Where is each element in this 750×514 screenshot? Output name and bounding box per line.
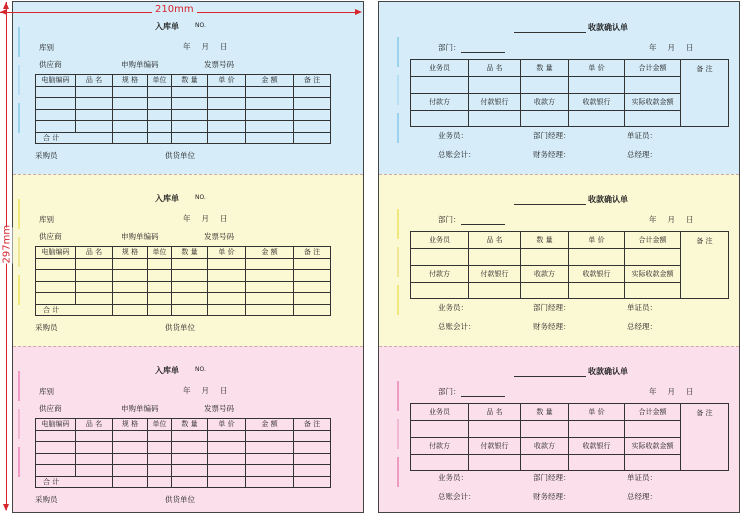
- width-dimension-label: 210mm: [152, 4, 197, 15]
- table-header-row: 业务员 品 名 数 量 单 价 合计金额 备 注: [411, 60, 729, 77]
- apply-code-label: 申购单编码: [121, 232, 159, 241]
- inbound-copy-3: [13, 346, 363, 513]
- side-print-strip: [395, 37, 401, 157]
- receipt-title: 收款确认单: [514, 366, 628, 377]
- inbound-table: [35, 246, 331, 316]
- sig-finance-manager: 财务经理：: [533, 150, 571, 159]
- provider-label: 供货单位: [165, 323, 195, 332]
- table-header-row: 业务员 品 名 数 量 单 价 合计金额 备 注: [411, 404, 729, 421]
- sig-general-manager: 总经理：: [627, 322, 657, 331]
- inbound-no-label: NO.: [195, 366, 206, 373]
- invoice-label: 发票号码: [204, 60, 234, 69]
- receipt-table: [410, 59, 729, 127]
- table-header-row: 电脑编码 品 名 规 格 单位 数 量 单 价 金 额 备 注: [36, 247, 331, 259]
- warehouse-label: 库别: [39, 43, 54, 52]
- table-row[interactable]: [36, 453, 331, 465]
- warehouse-label: 库别: [39, 215, 54, 224]
- receipt-copy-3: [379, 346, 739, 513]
- height-dimension: [1, 2, 13, 512]
- dept-field: 部门：: [438, 42, 505, 53]
- width-dimension: [0, 4, 362, 20]
- receipt-sheet: [378, 1, 740, 513]
- table-row[interactable]: [36, 121, 331, 133]
- warehouse-label: 库别: [39, 387, 54, 396]
- side-print-strip: [16, 371, 22, 491]
- date-fields: 年 月 日: [183, 214, 230, 223]
- sig-general-manager: 总经理：: [627, 492, 657, 501]
- sig-general-accountant: 总账会计：: [438, 492, 476, 501]
- inbound-title: 入库单: [155, 22, 179, 31]
- side-print-strip: [16, 199, 22, 319]
- table-header-row: 电脑编码 品 名 规 格 单位 数 量 单 价 金 额 备 注: [36, 75, 331, 87]
- sig-general-accountant: 总账会计：: [438, 322, 476, 331]
- date-fields: 年 月 日: [183, 42, 230, 51]
- height-dimension-label: 297mm: [1, 224, 13, 264]
- table-header-row: 电脑编码 品 名 规 格 单位 数 量 单 价 金 额 备 注: [36, 419, 331, 431]
- table-header-row: 付款方 付款银行 收款方 收款银行 实际收款金额: [411, 266, 729, 283]
- date-fields: 年 月 日: [183, 386, 230, 395]
- table-row[interactable]: [36, 465, 331, 477]
- supplier-label: 供应商: [39, 404, 62, 413]
- apply-code-label: 申购单编码: [121, 60, 159, 69]
- total-row: 合 计: [36, 132, 331, 144]
- receipt-title: 收款确认单: [514, 22, 628, 33]
- total-row: 合 计: [36, 304, 331, 316]
- table-row[interactable]: [36, 281, 331, 293]
- inbound-sheet: [12, 1, 364, 513]
- sig-dept-manager: 部门经理：: [533, 303, 571, 312]
- sig-document-clerk: 单证员：: [627, 303, 657, 312]
- supplier-label: 供应商: [39, 60, 62, 69]
- table-header-row: 业务员 品 名 数 量 单 价 合计金额 备 注: [411, 232, 729, 249]
- inbound-no-label: NO.: [195, 22, 206, 29]
- sig-salesperson: 业务员：: [438, 473, 468, 482]
- receipt-copy-1: [379, 2, 739, 174]
- date-fields: 年 月 日: [649, 43, 696, 52]
- inbound-copy-1: [13, 2, 363, 174]
- table-row[interactable]: [36, 109, 331, 121]
- provider-label: 供货单位: [165, 495, 195, 504]
- buyer-label: 采购员: [35, 151, 58, 160]
- table-row[interactable]: [36, 430, 331, 442]
- table-row[interactable]: [36, 270, 331, 282]
- sig-document-clerk: 单证员：: [627, 131, 657, 140]
- dept-field: 部门：: [438, 386, 505, 397]
- inbound-table: [35, 74, 331, 144]
- table-row[interactable]: [36, 86, 331, 98]
- sig-document-clerk: 单证员：: [627, 473, 657, 482]
- sig-finance-manager: 财务经理：: [533, 492, 571, 501]
- side-print-strip: [395, 381, 401, 501]
- sig-dept-manager: 部门经理：: [533, 131, 571, 140]
- dept-field: 部门：: [438, 214, 505, 225]
- buyer-label: 采购员: [35, 323, 58, 332]
- inbound-title: 入库单: [155, 366, 179, 375]
- date-fields: 年 月 日: [649, 387, 696, 396]
- total-row: 合 计: [36, 476, 331, 488]
- sig-general-manager: 总经理：: [627, 150, 657, 159]
- table-header-row: 付款方 付款银行 收款方 收款银行 实际收款金额: [411, 438, 729, 455]
- sig-salesperson: 业务员：: [438, 131, 468, 140]
- receipt-title: 收款确认单: [514, 194, 628, 205]
- supplier-label: 供应商: [39, 232, 62, 241]
- table-row[interactable]: [36, 98, 331, 110]
- receipt-copy-2: [379, 174, 739, 346]
- table-row[interactable]: [36, 293, 331, 305]
- inbound-copy-2: [13, 174, 363, 346]
- invoice-label: 发票号码: [204, 232, 234, 241]
- table-header-row: 付款方 付款银行 收款方 收款银行 实际收款金额: [411, 94, 729, 111]
- receipt-table: [410, 231, 729, 299]
- receipt-table: [410, 403, 729, 471]
- table-row[interactable]: [36, 442, 331, 454]
- sig-finance-manager: 财务经理：: [533, 322, 571, 331]
- provider-label: 供货单位: [165, 151, 195, 160]
- side-print-strip: [16, 27, 22, 147]
- invoice-label: 发票号码: [204, 404, 234, 413]
- inbound-title: 入库单: [155, 194, 179, 203]
- table-row[interactable]: [36, 258, 331, 270]
- inbound-table: [35, 418, 331, 488]
- sig-dept-manager: 部门经理：: [533, 473, 571, 482]
- inbound-no-label: NO.: [195, 194, 206, 201]
- buyer-label: 采购员: [35, 495, 58, 504]
- sig-general-accountant: 总账会计：: [438, 150, 476, 159]
- side-print-strip: [395, 209, 401, 329]
- date-fields: 年 月 日: [649, 215, 696, 224]
- sig-salesperson: 业务员：: [438, 303, 468, 312]
- apply-code-label: 申购单编码: [121, 404, 159, 413]
